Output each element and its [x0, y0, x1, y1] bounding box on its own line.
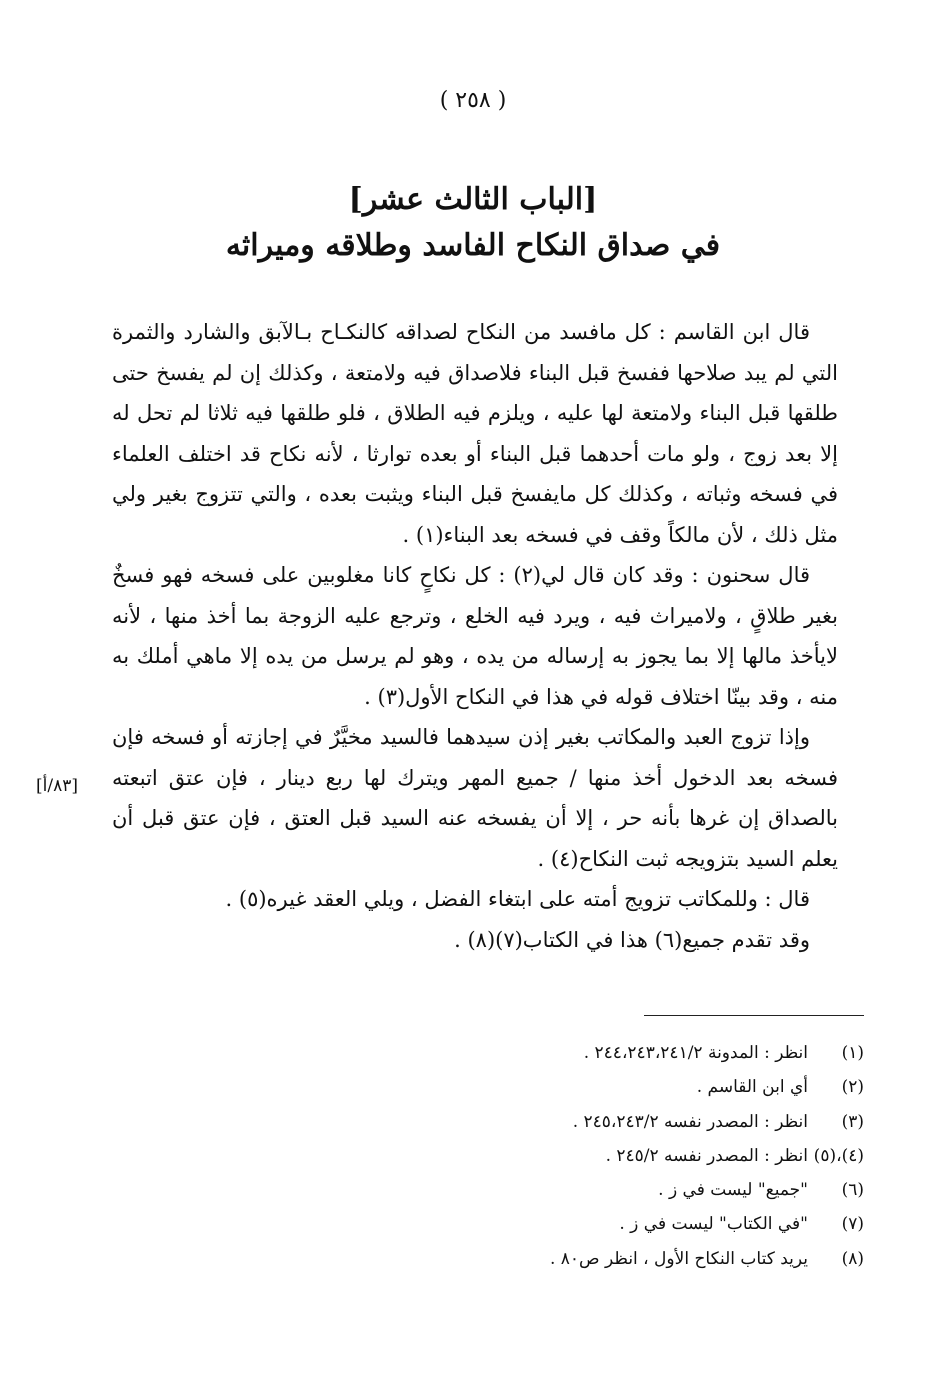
footnote-text: انظر : المصدر نفسه ٢٤٥،٢٤٣/٢ .	[572, 1111, 808, 1132]
footnote-item	[300, 1139, 864, 1173]
footnote-item	[300, 1242, 864, 1276]
main-text	[112, 312, 838, 960]
footnote-item	[300, 1207, 864, 1241]
footnote-number: (٢)	[841, 1077, 864, 1098]
paragraph-slave-marriage: وإذا تزوج العبد والمكاتب بغير إذن سيدهما فالسيد مخيَّرٌ في إجازته أو فسخه فإن فسخه بعد الدخول أخذ منها / جميع المهر ويترك لها ربع دينار ، فإن عتق اتبعته بالصداق إن غرها بأنه حر ، إلا أن يفسخه عنه السيد قبل العتق ، فإن عتق قبل أن يعلم السيد بتزويجه ثبت النكاح(٤) .	[112, 725, 838, 871]
footnote-text: "جميع" ليست في ز .	[658, 1180, 808, 1201]
footnote-item	[300, 1070, 864, 1104]
footnote-text: "في الكتاب" ليست في ز .	[619, 1214, 808, 1235]
footnote-divider	[644, 1015, 864, 1016]
footnote-number: (٣)	[841, 1111, 864, 1132]
footnote-number: (١)	[841, 1043, 864, 1063]
footnote-item	[300, 1173, 864, 1207]
footnote-number: (٦)	[841, 1180, 864, 1201]
paragraph-closing: وقد تقدم جميع(٦) هذا في الكتاب(٧)(٨) .	[454, 927, 810, 952]
chapter-subtitle: في صداق النكاح الفاسد وطلاقه وميراثه	[225, 228, 721, 263]
chapter-title: [الباب الثالث عشر]	[348, 182, 598, 217]
footnote-text: انظر : المدونة ٢٤٤،٢٤٣،٢٤١/٢ .	[583, 1043, 808, 1063]
footnote-number: (٨)	[841, 1248, 864, 1269]
page-number: ( ٢٥٨ )	[439, 88, 507, 113]
footnote-item	[300, 1105, 864, 1139]
footnote-number: (٤)،(٥)	[813, 1145, 864, 1166]
footnote-item	[300, 1036, 864, 1070]
paragraph-ibn-alqasim: قال ابن القاسم : كل مافسد من النكاح لصداقه كالنكـاح بـالآبق والشارد والثمرة التي لم يبد صلاحها ففسخ قبل البناء فلاصداق فيه ولامتعة ، وكذلك إن لم يفسخ حتى طلقها قبل البناء ولامتعة لها عليه ، ويلزم فيه الطلاق ، فلو طلقها فيه ثلاثا لم تحل له إلا بعد زوج ، ولو مات أحدهما قبل البناء أو بعده توارثا ، لأنه نكاح قد اختلف العلماء في فسخه وثباته ، وكذلك كل مايفسخ قبل البناء ويثبت بعده ، والتي تتزوج بغير ولي مثل ذلك ، لأن مالكاً وقف في فسخه بعد البناء(١) .	[112, 320, 838, 547]
footnote-text: يريد كتاب النكاح الأول ، انظر ص٨٠ .	[549, 1248, 808, 1269]
manuscript-folio-note: [٨٣/أ]	[36, 776, 78, 796]
paragraph-mukatab: قال : وللمكاتب تزويج أمته على ابتغاء الفضل ، ويلي العقد غيره(٥) .	[225, 887, 810, 911]
footnote-text: أي ابن القاسم .	[696, 1077, 808, 1098]
paragraph-sahnun: قال سحنون : وقد كان قال لي(٢) : كل نكاحٍ كانا مغلوبين على فسخه فهو فسخٌ بغير طلاقٍ ، ولاميراث فيه ، ويرد فيه الخلع ، وترجع عليه الزوجة بما أخذ منها ، لأنه لايأخذ مالها إلا بما يجوز به إرساله من يده ، وهو لم يرسل من يده إلا ماهي أملك به منه ، وقد بينّا اختلاف قوله في هذا في النكاح الأول(٣) .	[112, 563, 838, 709]
footnotes	[300, 1036, 864, 1276]
footnote-text: انظر : المصدر نفسه ٢٤٥/٢ .	[605, 1145, 808, 1166]
footnote-number: (٧)	[841, 1214, 864, 1235]
